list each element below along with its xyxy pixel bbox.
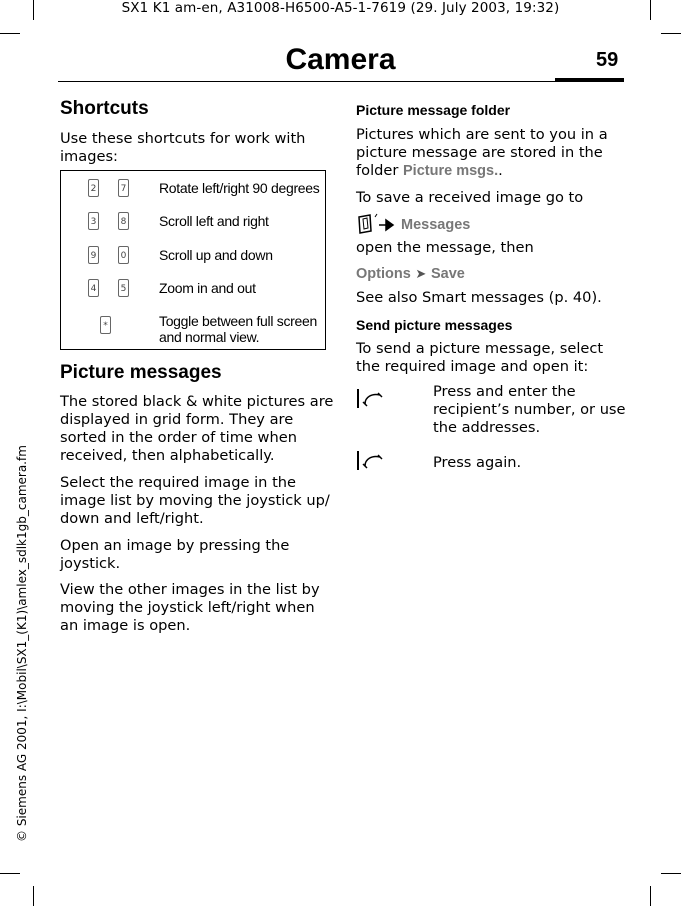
call-key-icon <box>356 387 386 411</box>
messages-menu-label: Messages <box>401 217 471 233</box>
folder-paragraph: Pictures which are sent to you in a picture message are stored in the folder Picture msgs.. <box>356 126 608 179</box>
key-7-icon: 7 <box>118 179 129 197</box>
picture-messages-heading: Picture messages <box>60 362 222 383</box>
paragraph-select-image: Select the required image in the image list by moving the joystick up/ down and left/right. <box>60 474 330 527</box>
shortcut-description: Rotate left/right 90 degrees <box>159 180 320 196</box>
key-3-icon: 3 <box>88 212 99 230</box>
key-4-icon: 4 <box>88 279 99 297</box>
shortcut-description: Scroll left and right <box>159 213 269 229</box>
key-5-icon: 5 <box>118 279 129 297</box>
save-intro: To save a received image go to <box>356 189 584 206</box>
shortcuts-table <box>60 170 326 350</box>
key-8-icon: 8 <box>118 212 129 230</box>
copyright-side-note: © Siemens AG 2001, I:\Mobil\SX1_(K1)\amlex_sdlk1gb_camera.fm <box>15 445 29 842</box>
step1-text: Press and enter the recipient’s number, or use the addresses. <box>433 383 626 436</box>
shortcut-description: Toggle between full screen <box>159 313 317 329</box>
options-save-path <box>356 265 465 284</box>
step2-text: Press again. <box>433 454 522 471</box>
see-also-text: See also Smart messages (p. 40). <box>356 289 602 306</box>
shortcut-description: Zoom in and out <box>159 280 256 296</box>
crop-mark <box>661 873 681 874</box>
paragraph-view-images: View the other images in the list by moving the joystick left/right when an image is open. <box>60 581 320 634</box>
crop-mark <box>650 886 651 906</box>
key-2-icon: 2 <box>88 179 99 197</box>
key-0-icon: 0 <box>118 246 129 264</box>
save-label: Save <box>430 266 465 282</box>
shortcut-description: and normal view. <box>159 329 260 345</box>
crop-mark <box>33 886 34 906</box>
shortcut-description: Scroll up and down <box>159 247 273 263</box>
options-label: Options <box>356 266 411 282</box>
key-9-icon: 9 <box>88 246 99 264</box>
shortcuts-heading: Shortcuts <box>60 98 149 119</box>
send-intro: To send a picture message, select the required image and open it: <box>356 340 604 375</box>
arrow-right-icon: ➤ <box>415 267 427 282</box>
crop-mark <box>0 33 20 34</box>
picture-message-folder-heading: Picture message folder <box>356 102 511 118</box>
folder-name: Picture msgs. <box>403 163 499 179</box>
call-key-icon <box>356 449 386 473</box>
paragraph-open-image: Open an image by pressing the joystick. <box>60 537 290 572</box>
paragraph-grid-form: The stored black & white pictures are displayed in grid form. They are sorted in the order of time when received, then alphabetically. <box>60 393 334 464</box>
star-key-icon: * <box>100 316 111 334</box>
running-head: SX1 K1 am-en, A31008-H6500-A5-1-7619 (29. July 2003, 19:32) <box>121 0 560 16</box>
crop-mark <box>0 873 20 874</box>
open-then-text: open the message, then <box>356 239 534 256</box>
page-number: 59 <box>596 49 619 71</box>
menu-key-icon <box>356 213 398 237</box>
page-number-rule <box>555 78 624 81</box>
page-title: Camera <box>285 43 396 76</box>
shortcuts-intro: Use these shortcuts for work with images: <box>60 130 306 165</box>
header-rule <box>58 81 624 82</box>
crop-mark <box>661 33 681 34</box>
send-picture-messages-heading: Send picture messages <box>356 317 513 333</box>
